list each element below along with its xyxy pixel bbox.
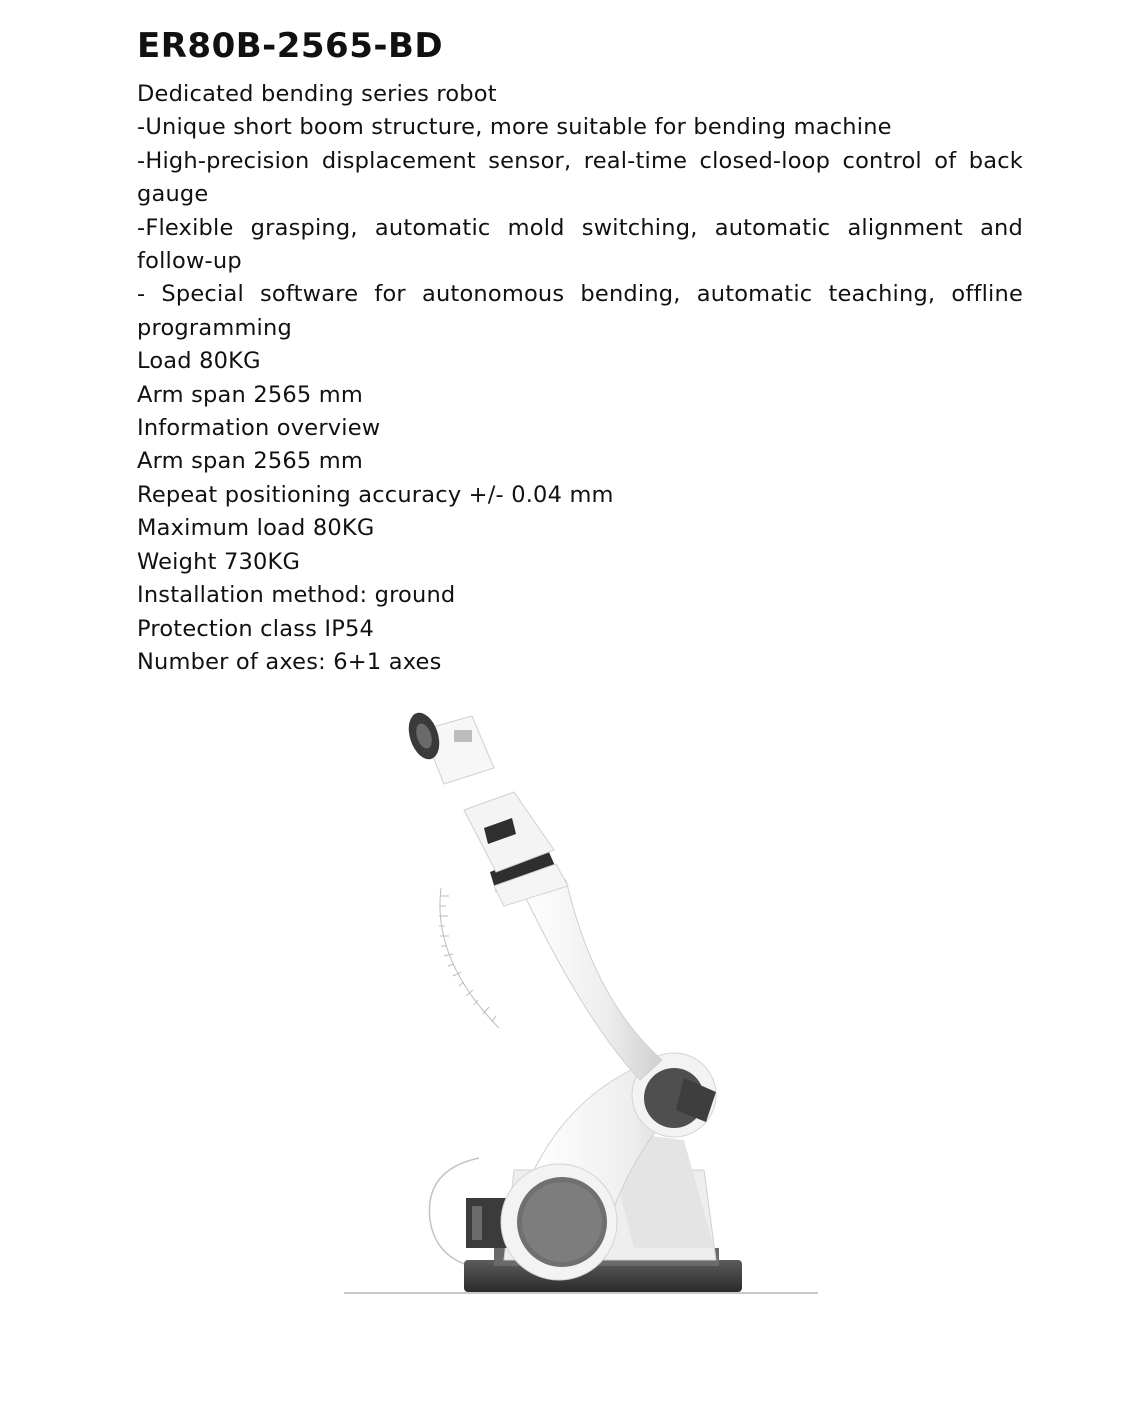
spec-line: Installation method: ground [137,582,456,609]
description-line: Dedicated bending series robot [137,81,497,107]
spec-line: Weight 730KG [137,548,301,575]
spec-line: Number of axes: 6+1 axes [137,648,442,675]
section-heading: Information overview [137,415,381,442]
spec-line: Protection class IP54 [137,615,375,642]
feature-line: -Unique short boom structure, more suitable for bending machine [137,114,892,141]
spec-line: Load 80KG [137,348,261,375]
spec-line: Arm span 2565 mm [137,381,363,408]
scale-arc-upper [439,888,499,1028]
spec-line: Repeat positioning accuracy +/- 0.04 mm [137,481,614,508]
spec-line: Arm span 2565 mm [137,448,363,475]
product-title: ER80B-2565-BD [137,26,444,66]
product-description [137,24,1023,679]
feature-line: -Flexible grasping, automatic mold switching, automatic alignment and follow-up [137,214,1023,275]
feature-line: -High-precision displacement sensor, real-time closed-loop control of back gauge [137,147,1023,208]
upper-arm [522,879,662,1080]
spec-line: Maximum load 80KG [137,515,375,542]
feature-line: - Special software for autonomous bending, automatic teaching, offline programming [137,281,1023,341]
robot-image [344,700,818,1296]
